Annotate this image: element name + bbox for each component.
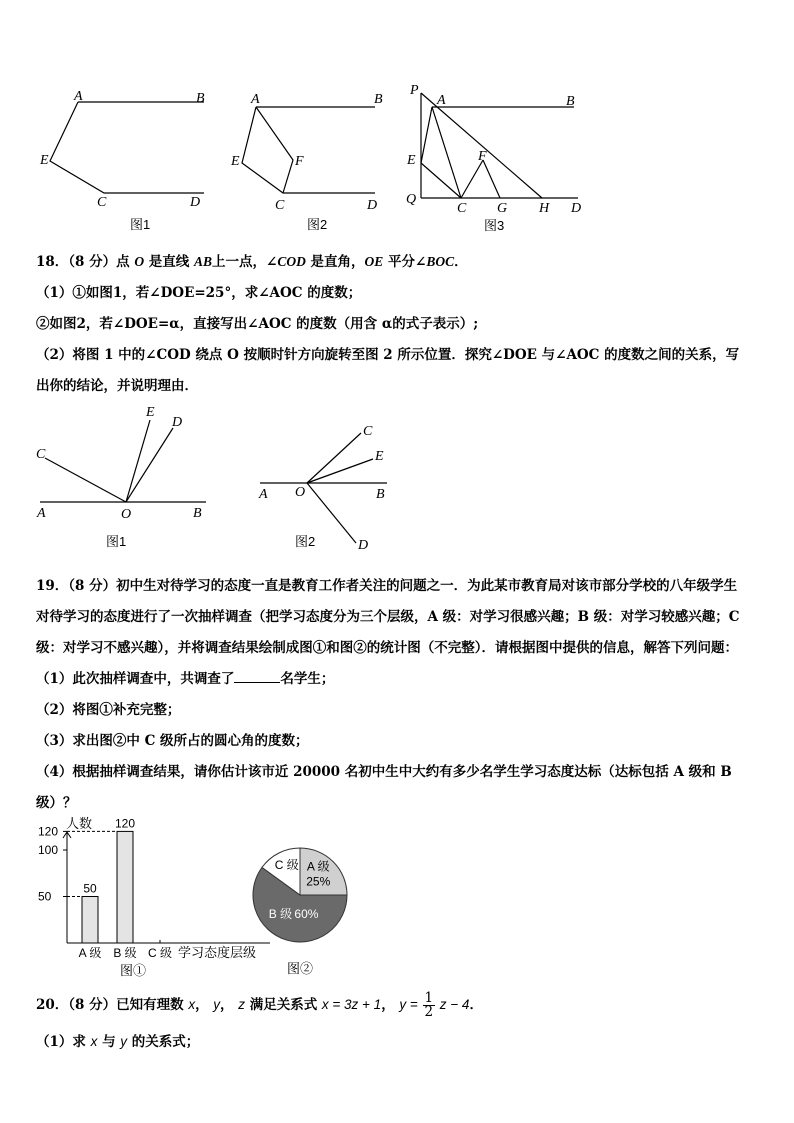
point-O-label: O [295,485,306,500]
figure-caption: 图2 [307,217,328,232]
pie-percent-label: 60% [294,907,319,922]
point-O-label: O [121,507,132,522]
point-G-label: G [497,201,508,216]
point-D-label: D [190,195,201,210]
y-axis-label: 人数 [66,816,93,831]
fraction-one-half: $\frac{1}{2}$ [424,990,434,1020]
point-A-label: A [37,506,46,521]
q20-part1: （1）求 x 与 y 的关系式； [36,1034,200,1050]
point-B-label: B [566,94,575,109]
point-D-label: D [367,198,378,213]
category-label: C 级 [147,946,173,960]
figure-caption: 图1 [106,534,127,549]
point-B-label: B [376,487,385,502]
q18-figure-1 [30,400,220,555]
bar [82,897,98,944]
q19-part1: （1）此次抽样调查中，共调查了 名学生； [36,671,335,687]
point-E-label: E [375,449,384,464]
pie-slice-label: A 级 [306,859,330,874]
category-label: A 级 [78,946,102,960]
point-D-label: D [172,415,183,430]
bar [117,831,133,943]
pie-slice-label: B 级 [268,907,293,922]
point-B-label: B [374,92,383,107]
answer-blank[interactable] [234,670,280,683]
geometry-figure-2 [225,85,395,235]
point-P-label: P [410,83,419,98]
pie-percent-label: 25% [306,874,331,889]
chart-caption: 图② [287,961,314,976]
point-B-label: B [196,91,205,106]
point-F-label: F [478,149,487,164]
point-A-label: A [74,89,83,104]
q19-part4-line1: （4）根据抽样调查结果，请你估计该市近 20000 名初中生中大约有多少名学生学习态度达标（达标包括 A 级和 B [36,764,732,780]
point-Q-label: Q [406,192,417,207]
figure-caption: 图3 [484,218,505,233]
point-C-label: C [363,424,373,439]
bar-value-label: 50 [83,881,97,896]
point-E-label: E [40,153,49,168]
q19-part2: （2）将图①补充完整； [36,702,181,718]
q18-part2-line2: 出你的结论，并说明理由． [36,378,198,394]
point-D-label: D [358,538,369,553]
q19-part3: （3）求出图②中 C 级所占的圆心角的度数； [36,733,309,749]
point-C-label: C [275,198,285,213]
q18-part1b: ②如图2，若∠DOE=α，直接写出∠AOC 的度数（用含 α的式子表示）; [36,316,479,332]
point-D-label: D [571,201,582,216]
pie-chart [250,840,365,980]
point-E-label: E [146,405,155,420]
y-tick-label: 100 [38,843,59,857]
q18-part2-line1: （2）将图 1 中的∠COD 绕点 O 按顺时针方向旋转至图 2 所示位置．探究∠DOE 与∠AOC 的度数之间的关系，写 [36,347,740,363]
point-C-label: C [457,201,467,216]
pie-slice-label: C 级 [274,858,299,873]
point-H-label: H [539,201,550,216]
q19-part4-line2: 级）？ [36,795,77,811]
bar-value-label: 120 [114,816,136,831]
y-tick-label: 120 [38,824,59,839]
point-E-label: E [407,153,416,168]
point-C-label: C [97,195,107,210]
q18-stem: 18．（8 分）点 O 是直线 AB上一点，∠COD 是直角，OE 平分∠BOC． [36,254,468,270]
q20-stem: 20．（8 分）已知有理数 x， y， z 满足关系式 x = 3z + 1， y = $\frac{1}{2}$ z − 4． [36,990,483,1020]
figure-caption: 图2 [295,534,316,549]
q18-figure-2 [255,415,400,560]
point-C-label: C [36,447,46,462]
q19-stem-line1: 19．（8 分）初中生对待学习的态度一直是教育工作者关注的问题之一．为此某市教育局对该市部分学校的八年级学生 [36,578,738,594]
point-F-label: F [295,154,304,169]
geometry-figure-1 [30,85,220,235]
q19-stem-line3: 级：对学习不感兴趣），并将调查结果绘制成图①和图②的统计图（不完整）．请根据图中提供的信息，解答下列问题： [36,640,738,656]
figure-caption: 图1 [130,217,151,232]
x-axis-label: 学习态度层级 [178,945,257,960]
point-E-label: E [231,154,240,169]
point-A-label: A [259,487,268,502]
geometry-figure-3 [400,80,595,235]
point-A-label: A [251,92,260,107]
bar-chart [30,812,275,982]
q19-stem-line2: 对待学习的态度进行了一次抽样调查（把学习态度分为三个层级，A 级：对学习很感兴趣；B 级：对学习较感兴趣；C [36,609,740,625]
point-B-label: B [193,506,202,521]
chart-caption: 图① [120,963,147,978]
point-A-label: A [437,93,446,108]
category-label: B 级 [113,946,137,960]
y-tick-label: 50 [38,889,52,904]
q18-part1a: （1）①如图1，若∠DOE=25°，求∠AOC 的度数； [36,285,362,301]
